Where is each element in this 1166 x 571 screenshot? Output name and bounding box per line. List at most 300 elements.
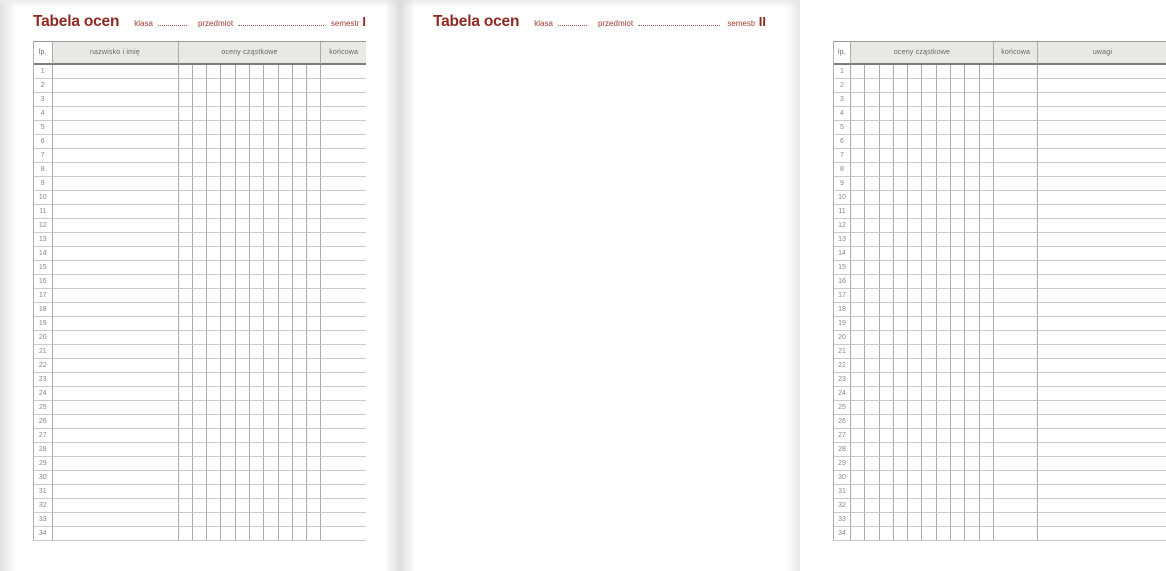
row-number: 22 <box>834 359 850 373</box>
final-cell <box>993 79 1038 93</box>
grade-cell <box>249 107 263 121</box>
grade-cell <box>936 135 950 149</box>
row-number: 25 <box>834 401 850 415</box>
grade-cell <box>220 177 234 191</box>
grade-cell <box>864 485 878 499</box>
column-header-lp: lp. <box>34 42 52 65</box>
grade-cell <box>850 121 864 135</box>
grade-cell <box>249 219 263 233</box>
row-number: 31 <box>34 485 52 499</box>
grade-cell <box>249 65 263 79</box>
grade-cell <box>206 163 220 177</box>
grade-cell <box>292 177 306 191</box>
grade-cell <box>979 107 993 121</box>
grade-cell <box>893 275 907 289</box>
grade-cell <box>907 93 921 107</box>
name-cell <box>52 149 178 163</box>
grade-cell <box>850 317 864 331</box>
semestr-numeral: II <box>758 14 766 29</box>
uwagi-cell <box>1037 233 1166 247</box>
grade-cell <box>263 135 277 149</box>
grade-cell <box>879 79 893 93</box>
grade-cell <box>907 289 921 303</box>
grade-cell <box>907 121 921 135</box>
final-cell <box>993 401 1038 415</box>
grade-cell <box>893 471 907 485</box>
grade-cell <box>950 499 964 513</box>
final-cell <box>993 65 1038 79</box>
grade-cell <box>964 121 978 135</box>
grade-cell <box>893 289 907 303</box>
grade-cell <box>921 107 935 121</box>
grade-cell <box>879 443 893 457</box>
uwagi-cell <box>1037 93 1166 107</box>
grade-cell <box>306 401 320 415</box>
grade-cell <box>950 345 964 359</box>
grade-cell <box>864 303 878 317</box>
grade-cell <box>907 499 921 513</box>
uwagi-cell <box>1037 359 1166 373</box>
grade-cell <box>278 443 292 457</box>
final-cell <box>993 317 1038 331</box>
grade-cell <box>893 107 907 121</box>
grade-cell <box>278 233 292 247</box>
grade-cell <box>206 471 220 485</box>
grade-cell <box>235 135 249 149</box>
grade-cell <box>206 387 220 401</box>
grade-cell <box>936 387 950 401</box>
grade-cell <box>263 443 277 457</box>
grade-cell <box>206 93 220 107</box>
grade-cell <box>950 331 964 345</box>
uwagi-cell <box>1037 275 1166 289</box>
grade-cell <box>178 289 192 303</box>
grade-cell <box>206 443 220 457</box>
grade-cell <box>850 471 864 485</box>
grade-cell <box>893 373 907 387</box>
grade-cell <box>306 219 320 233</box>
grade-cell <box>979 261 993 275</box>
final-cell <box>320 205 366 219</box>
grade-cell <box>235 415 249 429</box>
grade-cell <box>950 289 964 303</box>
grade-cell <box>263 401 277 415</box>
grade-cell <box>192 93 206 107</box>
grade-cell <box>206 191 220 205</box>
uwagi-cell <box>1037 65 1166 79</box>
grade-cell <box>292 205 306 219</box>
grade-cell <box>879 373 893 387</box>
grade-cell <box>921 345 935 359</box>
grade-cell <box>893 401 907 415</box>
row-number: 26 <box>834 415 850 429</box>
grade-cell <box>864 373 878 387</box>
grade-cell <box>206 401 220 415</box>
grade-cell <box>893 331 907 345</box>
grade-cell <box>292 345 306 359</box>
row-number: 6 <box>34 135 52 149</box>
grade-cell <box>936 345 950 359</box>
final-cell <box>320 359 366 373</box>
final-cell <box>993 135 1038 149</box>
grade-cell <box>278 331 292 345</box>
grade-cell <box>864 233 878 247</box>
final-cell <box>993 429 1038 443</box>
grade-cell <box>893 429 907 443</box>
grade-cell <box>192 135 206 149</box>
row-number: 34 <box>34 527 52 541</box>
grade-cell <box>278 275 292 289</box>
grade-cell <box>292 149 306 163</box>
grade-cell <box>206 415 220 429</box>
grade-cell <box>907 191 921 205</box>
grade-cell <box>306 317 320 331</box>
grade-cell <box>864 275 878 289</box>
row-number: 33 <box>834 513 850 527</box>
grade-cell <box>879 205 893 219</box>
grade-cell <box>192 79 206 93</box>
grade-cell <box>921 149 935 163</box>
grade-cell <box>278 247 292 261</box>
grade-cell <box>249 233 263 247</box>
grade-cell <box>864 527 878 541</box>
grade-cell <box>249 247 263 261</box>
grade-cell <box>979 135 993 149</box>
grade-cell <box>864 331 878 345</box>
grade-cell <box>263 485 277 499</box>
grade-cell <box>964 79 978 93</box>
grade-cell <box>178 163 192 177</box>
grade-cell <box>235 261 249 275</box>
grade-cell <box>850 401 864 415</box>
grade-cell <box>192 345 206 359</box>
uwagi-cell <box>1037 177 1166 191</box>
row-number: 12 <box>834 219 850 233</box>
grade-cell <box>964 387 978 401</box>
grade-cell <box>921 331 935 345</box>
uwagi-cell <box>1037 499 1166 513</box>
grade-cell <box>921 79 935 93</box>
grade-cell <box>979 163 993 177</box>
grade-cell <box>907 135 921 149</box>
uwagi-cell <box>1037 443 1166 457</box>
grade-cell <box>192 485 206 499</box>
grade-cell <box>850 387 864 401</box>
grade-cell <box>249 345 263 359</box>
name-cell <box>52 345 178 359</box>
grade-cell <box>864 359 878 373</box>
grade-cell <box>964 191 978 205</box>
grade-cell <box>249 499 263 513</box>
grade-cell <box>936 93 950 107</box>
grade-cell <box>292 387 306 401</box>
uwagi-cell <box>1037 121 1166 135</box>
grade-cell <box>964 401 978 415</box>
name-cell <box>52 387 178 401</box>
grade-cell <box>893 527 907 541</box>
grade-cell <box>278 317 292 331</box>
grade-cell <box>206 485 220 499</box>
grade-cell <box>850 513 864 527</box>
grade-cell <box>907 471 921 485</box>
grade-cell <box>235 275 249 289</box>
grade-cell <box>864 415 878 429</box>
grade-cell <box>306 457 320 471</box>
grade-cell <box>964 177 978 191</box>
final-cell <box>320 233 366 247</box>
grade-cell <box>306 471 320 485</box>
grade-cell <box>979 345 993 359</box>
grade-cell <box>921 289 935 303</box>
final-cell <box>320 163 366 177</box>
grade-cell <box>950 205 964 219</box>
grade-cell <box>964 317 978 331</box>
grade-cell <box>178 457 192 471</box>
grade-cell <box>263 331 277 345</box>
grade-cell <box>249 275 263 289</box>
grade-cell <box>864 317 878 331</box>
grade-cell <box>206 219 220 233</box>
grade-cell <box>306 107 320 121</box>
grade-cell <box>263 65 277 79</box>
name-cell <box>52 247 178 261</box>
grade-cell <box>936 303 950 317</box>
final-cell <box>320 303 366 317</box>
grade-cell <box>907 107 921 121</box>
grade-cell <box>220 429 234 443</box>
grade-cell <box>249 373 263 387</box>
grade-cell <box>979 457 993 471</box>
grade-cell <box>220 107 234 121</box>
grade-cell <box>306 121 320 135</box>
grade-cell <box>192 471 206 485</box>
grade-cell <box>979 303 993 317</box>
grade-cell <box>263 289 277 303</box>
grade-cell <box>263 457 277 471</box>
name-cell <box>52 135 178 149</box>
grade-cell <box>220 93 234 107</box>
grade-cell <box>192 247 206 261</box>
grade-cell <box>220 415 234 429</box>
grade-cell <box>850 443 864 457</box>
grade-cell <box>979 317 993 331</box>
grade-cell <box>936 443 950 457</box>
grade-cell <box>178 443 192 457</box>
grade-cell <box>306 79 320 93</box>
grade-cell <box>921 485 935 499</box>
final-cell <box>993 261 1038 275</box>
grade-cell <box>850 303 864 317</box>
grade-cell <box>850 177 864 191</box>
grade-cell <box>278 303 292 317</box>
grade-cell <box>950 303 964 317</box>
grade-cell <box>893 247 907 261</box>
final-cell <box>320 289 366 303</box>
grade-cell <box>206 303 220 317</box>
grade-cell <box>907 303 921 317</box>
grade-cell <box>979 401 993 415</box>
final-cell <box>320 443 366 457</box>
final-cell <box>993 513 1038 527</box>
name-cell <box>52 331 178 345</box>
grade-cell <box>964 93 978 107</box>
grade-cell <box>263 205 277 219</box>
grade-cell <box>278 345 292 359</box>
grade-cell <box>921 513 935 527</box>
grade-cell <box>192 233 206 247</box>
uwagi-cell <box>1037 191 1166 205</box>
page-header <box>433 13 766 37</box>
grade-cell <box>263 247 277 261</box>
final-cell <box>993 289 1038 303</box>
grade-cell <box>864 121 878 135</box>
name-cell <box>52 163 178 177</box>
final-cell <box>320 415 366 429</box>
uwagi-cell <box>1037 289 1166 303</box>
grade-cell <box>292 527 306 541</box>
grade-cell <box>950 163 964 177</box>
grade-cell <box>921 275 935 289</box>
grade-cell <box>249 79 263 93</box>
final-cell <box>993 345 1038 359</box>
grade-cell <box>979 387 993 401</box>
grade-cell <box>964 443 978 457</box>
grade-cell <box>220 527 234 541</box>
page-title: Tabela ocen <box>433 13 520 30</box>
final-cell <box>993 471 1038 485</box>
final-cell <box>993 387 1038 401</box>
grade-cell <box>263 177 277 191</box>
grade-cell <box>292 471 306 485</box>
final-cell <box>993 457 1038 471</box>
grade-cell <box>178 205 192 219</box>
grade-cell <box>964 135 978 149</box>
row-number: 23 <box>834 373 850 387</box>
grade-cell <box>907 345 921 359</box>
grade-cell <box>306 415 320 429</box>
grade-cell <box>235 191 249 205</box>
grade-cell <box>306 163 320 177</box>
grade-cell <box>979 331 993 345</box>
grade-cell <box>979 205 993 219</box>
grade-cell <box>979 93 993 107</box>
grade-cell <box>893 121 907 135</box>
final-cell <box>320 387 366 401</box>
final-cell <box>993 359 1038 373</box>
row-number: 7 <box>834 149 850 163</box>
grade-cell <box>306 247 320 261</box>
row-number: 3 <box>34 93 52 107</box>
klasa-label: klasa <box>534 19 553 28</box>
grade-cell <box>192 359 206 373</box>
grade-cell <box>921 163 935 177</box>
grade-cell <box>249 135 263 149</box>
grade-cell <box>249 163 263 177</box>
grade-cell <box>936 429 950 443</box>
grade-cell <box>192 415 206 429</box>
row-number: 5 <box>34 121 52 135</box>
grade-cell <box>907 233 921 247</box>
grade-cell <box>292 219 306 233</box>
grade-cell <box>907 219 921 233</box>
final-cell <box>993 331 1038 345</box>
row-number: 20 <box>34 331 52 345</box>
page-title: Tabela ocen <box>33 13 120 30</box>
grade-cell <box>278 107 292 121</box>
grade-cell <box>292 247 306 261</box>
grade-cell <box>850 527 864 541</box>
grade-cell <box>263 499 277 513</box>
uwagi-cell <box>1037 485 1166 499</box>
grade-cell <box>220 149 234 163</box>
row-number: 34 <box>834 527 850 541</box>
grade-cell <box>936 527 950 541</box>
row-number: 11 <box>34 205 52 219</box>
grade-cell <box>178 219 192 233</box>
final-cell <box>320 93 366 107</box>
grade-cell <box>292 359 306 373</box>
grade-cell <box>263 359 277 373</box>
grade-cell <box>893 135 907 149</box>
grade-cell <box>850 499 864 513</box>
grade-cell <box>907 513 921 527</box>
row-number: 28 <box>34 443 52 457</box>
grade-cell <box>936 107 950 121</box>
grade-cell <box>220 135 234 149</box>
grade-cell <box>206 177 220 191</box>
grade-cell <box>220 331 234 345</box>
row-number: 27 <box>834 429 850 443</box>
final-cell <box>993 415 1038 429</box>
name-cell <box>52 471 178 485</box>
grade-cell <box>292 429 306 443</box>
grade-cell <box>235 499 249 513</box>
grade-cell <box>964 303 978 317</box>
uwagi-cell <box>1037 415 1166 429</box>
grade-cell <box>235 471 249 485</box>
grade-cell <box>292 303 306 317</box>
grade-cell <box>950 121 964 135</box>
name-cell <box>52 485 178 499</box>
grade-cell <box>950 317 964 331</box>
grade-cell <box>907 415 921 429</box>
grade-cell <box>864 149 878 163</box>
uwagi-cell <box>1037 247 1166 261</box>
grade-cell <box>950 107 964 121</box>
grade-cell <box>235 345 249 359</box>
grade-cell <box>306 303 320 317</box>
row-number: 21 <box>834 345 850 359</box>
grade-cell <box>178 387 192 401</box>
grade-cell <box>979 289 993 303</box>
name-cell <box>52 93 178 107</box>
grade-cell <box>879 121 893 135</box>
grade-cell <box>893 177 907 191</box>
grade-cell <box>306 93 320 107</box>
grade-cell <box>292 135 306 149</box>
grade-cell <box>306 135 320 149</box>
grade-cell <box>936 65 950 79</box>
column-header-final: końcowa <box>320 42 366 65</box>
uwagi-cell <box>1037 261 1166 275</box>
grade-cell <box>921 261 935 275</box>
grade-cell <box>893 191 907 205</box>
grade-cell <box>235 443 249 457</box>
row-number: 1 <box>834 65 850 79</box>
grade-cell <box>235 79 249 93</box>
grade-cell <box>178 527 192 541</box>
grade-cell <box>879 135 893 149</box>
